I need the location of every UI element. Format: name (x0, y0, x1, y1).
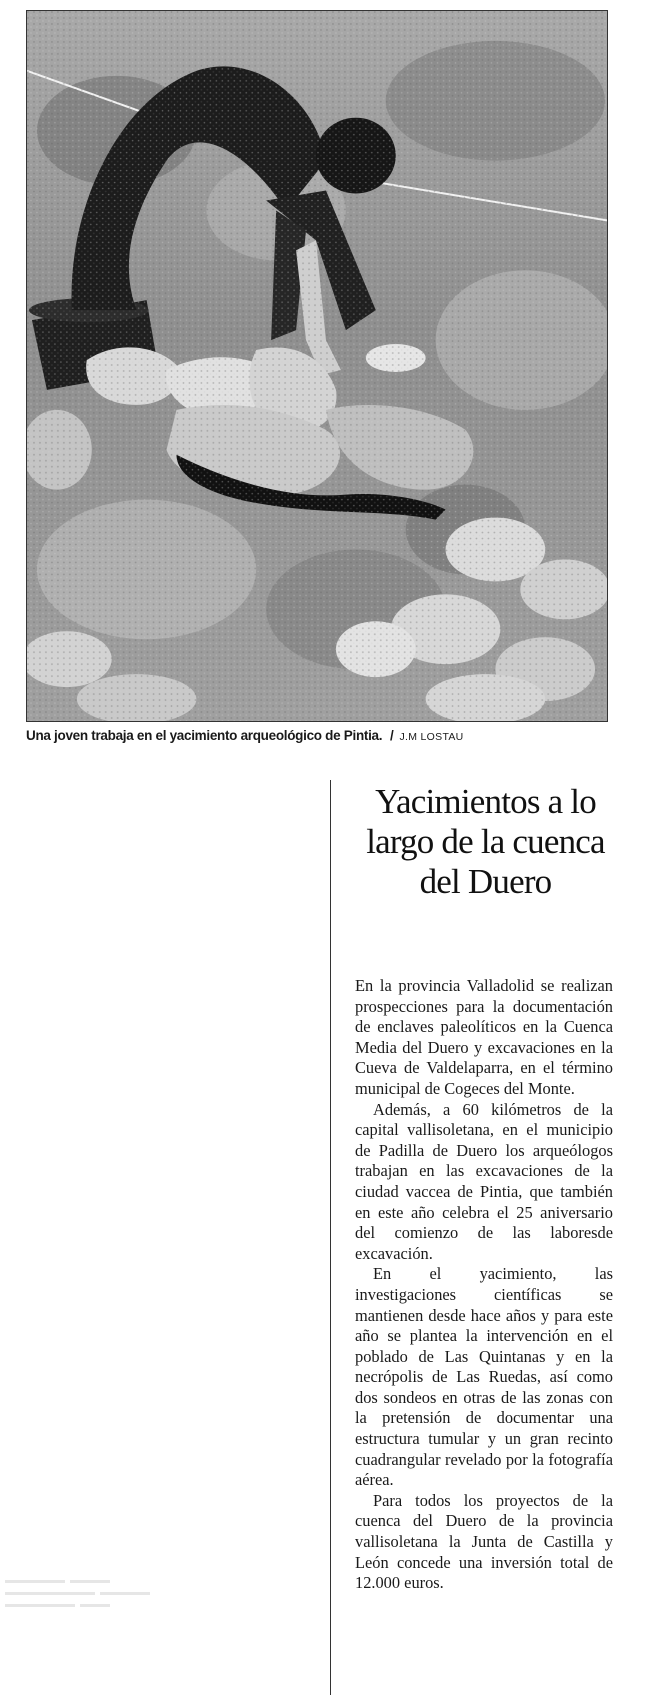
column-divider (330, 780, 331, 1695)
caption-separator: / (389, 728, 394, 743)
article-headline: Yacimientos a lo largo de la cuenca del Duero (366, 782, 605, 901)
article-paragraph: En el yacimiento, las investigaciones científicas se mantienen desde hace años y para este año se plantea la intervención en el poblado de Las Quintanas y en la necrópolis de Las Ruedas, así como dos sondeos en otras de las zonas con la pretensión de documentar una estructura tumular y un gran recinto cuadrangular revelado por la fotografía aérea. (355, 1264, 613, 1490)
article-paragraph: Además, a 60 kilómetros de la capital vallisoletana, en el municipio de Padilla de Duero los arqueólogos trabajan en las excavaciones de la ciudad vaccea de Pintia, que también en este año celebra el 25 aniversario del comienzo de las laboresde excavación. (355, 1099, 613, 1263)
article-body (355, 976, 613, 1594)
article-paragraph: Para todos los proyectos de la cuenca del Duero de la provincia vallisoletana la Junta de Castilla y León concede una inversión total de 12.000 euros. (355, 1490, 613, 1593)
article-paragraph: En la provincia Valladolid se realizan prospecciones para la documentación de enclaves paleolíticos en la Cuenca Media del Duero y excavaciones en la Cueva de Valdelaparra, en el término municipal de Cogeces del Monte. (355, 976, 613, 1098)
photo-credit: J.M LOSTAU (399, 731, 464, 743)
scan-speckle (0, 1560, 200, 1700)
photo-image (27, 11, 607, 721)
photo-caption (26, 728, 626, 745)
article-photo (26, 10, 608, 722)
caption-text: Una joven trabaja en el yacimiento arqueológico de Pintia. (26, 728, 383, 743)
